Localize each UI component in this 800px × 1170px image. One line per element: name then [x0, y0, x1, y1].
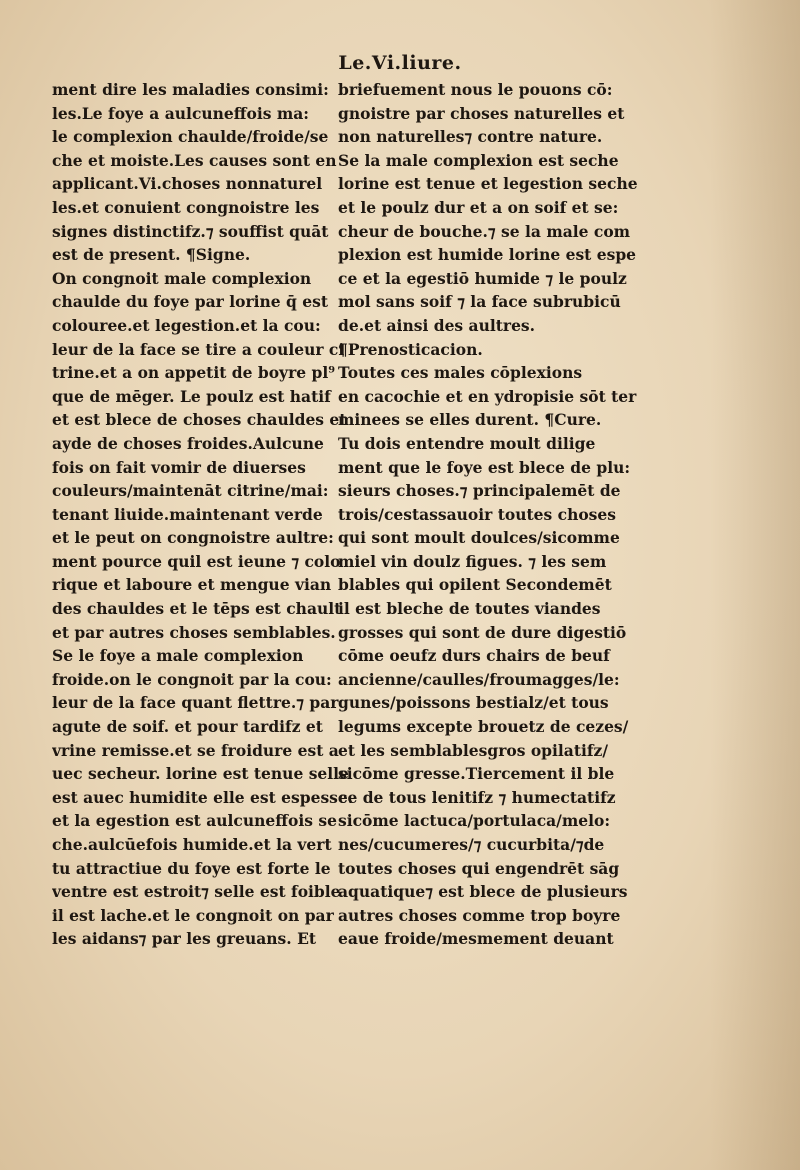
text-line: ce de tous lenitifz ⁊ humectatifz — [338, 787, 616, 807]
text-line: Se le foye a male complexion — [52, 646, 304, 666]
text-line: est de present. ¶Signe. — [52, 245, 251, 265]
text-line: Se la male complexion est seche — [338, 150, 619, 170]
text-line: non naturelles⁊ contre nature. — [338, 127, 603, 147]
text-line: en cacochie et en ydropisie sōt ter — [338, 386, 637, 406]
text-line: il est bleche de toutes viandes — [338, 599, 601, 619]
text-line: miel vin doulz figues. ⁊ les sem — [338, 551, 607, 571]
text-line: sieurs choses.⁊ principalemēt de — [338, 481, 621, 501]
text-line: des chauldes et le tēps est chault — [52, 599, 342, 619]
text-line: fois on fait vomir de diuerses — [52, 457, 306, 477]
text-line: ment dire les maladies consimi: — [52, 80, 329, 99]
text-line: leur de la face se tire a couleur ci — [52, 339, 345, 359]
text-line: gunes/poissons bestialz/et tous — [338, 693, 609, 713]
text-line: autres choses comme trop boyre — [338, 905, 621, 925]
text-line: de.et ainsi des aultres. — [338, 315, 536, 335]
text-line: ce et la egestiō humide ⁊ le poulz — [338, 268, 627, 288]
text-line: leur de la face quant flettre.⁊ par — [52, 693, 339, 713]
text-line: colouree.et legestion.et la cou: — [52, 315, 321, 335]
text-line: aquatique⁊ est blece de plusieurs — [338, 882, 628, 902]
text-line: On congnoit male complexion — [52, 268, 312, 288]
text-line: qui sont moult doulces/sicomme — [338, 528, 620, 548]
text-line: plexion est humide lorine est espe — [338, 245, 637, 265]
text-line: legums excepte brouetz de cezes/ — [338, 717, 629, 737]
text-line: il est lache.et le congnoit on par — [52, 905, 334, 925]
text-line: rique et laboure et mengue vian — [52, 575, 332, 595]
text-line: tenant liuide.maintenant verde — [52, 504, 323, 524]
text-line: lorine est tenue et legestion seche — [338, 174, 638, 194]
text-line: minees se elles durent. ¶Cure. — [338, 410, 602, 430]
text-line: ventre est estroit⁊ selle est foible — [52, 882, 341, 902]
text-line: les.Le foye a aulcuneffois ma: — [52, 103, 310, 123]
text-line: toutes choses qui engendrēt sāg — [338, 858, 620, 878]
running-header: Le.Vi.liure. — [338, 52, 462, 74]
text-line: et la egestion est aulcuneffois se — [52, 811, 337, 831]
text-line: cheur de bouche.⁊ se la male com — [338, 221, 631, 241]
text-line: et le peut on congnoistre aultre: — [52, 528, 334, 548]
right-text-column — [338, 78, 673, 951]
left-text-column — [52, 78, 362, 951]
text-line: Toutes ces males cōplexions — [338, 363, 583, 383]
text-line: ment que le foye est blece de plu: — [338, 457, 631, 477]
text-line: agute de soif. et pour tardifz et — [52, 717, 323, 737]
text-line: et par autres choses semblables. — [52, 622, 336, 642]
text-line: les aidans⁊ par les greuans. Et — [52, 929, 317, 949]
text-line: mol sans soif ⁊ la face subrubicū — [338, 292, 621, 312]
text-line: applicant.Vi.choses nonnaturel — [52, 174, 323, 194]
page-edge-shadow — [710, 0, 800, 1170]
text-line: vrine remisse.et se froidure est a — [52, 740, 339, 760]
text-line: Tu dois entendre moult dilige — [338, 433, 596, 453]
text-line: nes/cucumeres/⁊ cucurbita/⁊de — [338, 835, 605, 854]
text-line: cōme oeufz durs chairs de beuf — [338, 646, 610, 666]
text-line: froide.on le congnoit par la cou: — [52, 669, 332, 689]
text-line: le complexion chaulde/froide/se — [52, 127, 329, 147]
text-line: grosses qui sont de dure digestiō — [338, 622, 627, 642]
text-line: eaue froide/mesmement deuant — [338, 929, 614, 949]
text-line: chaulde du foye par lorine q̄ est — [52, 292, 329, 312]
text-line: sicōme gresse.Tiercement il ble — [338, 764, 615, 784]
text-line: uec secheur. lorine est tenue selle — [52, 764, 349, 784]
text-line: ayde de choses froides.Aulcune — [52, 433, 324, 453]
text-line: signes distinctifz.⁊ souffist quāt — [52, 221, 329, 241]
text-line: sicōme lactuca/portulaca/melo: — [338, 811, 611, 831]
text-line: blables qui opilent Secondemēt — [338, 575, 612, 595]
text-line: et est blece de choses chauldes et — [52, 410, 347, 430]
text-line: briefuement nous le pouons cō: — [338, 80, 613, 99]
text-line: que de mēger. Le poulz est hatif — [52, 386, 331, 406]
text-line: les.et conuient congnoistre les — [52, 197, 320, 217]
text-line: tu attractiue du foye est forte le — [52, 858, 331, 878]
text-line: gnoistre par choses naturelles et — [338, 103, 625, 123]
text-line: trois/cestassauoir toutes choses — [338, 504, 616, 524]
text-line: ment pource quil est ieune ⁊ colo — [52, 551, 341, 571]
text-line: trine.et a on appetit de boyre pl⁹ — [52, 363, 336, 383]
text-line: che.aulcūefois humide.et la vert — [52, 835, 332, 854]
text-line: et les semblablesgros opilatifz/ — [338, 740, 609, 760]
text-line: che et moiste.Les causes sont en — [52, 150, 337, 170]
text-line: ancienne/caulles/froumagges/le: — [338, 669, 620, 689]
text-line: est auec humidite elle est espesse. — [52, 787, 354, 807]
text-line: couleurs/maintenāt citrine/mai: — [52, 481, 329, 501]
text-line: et le poulz dur et a on soif et se: — [338, 197, 619, 217]
text-line: ¶Prenosticacion. — [338, 339, 483, 359]
